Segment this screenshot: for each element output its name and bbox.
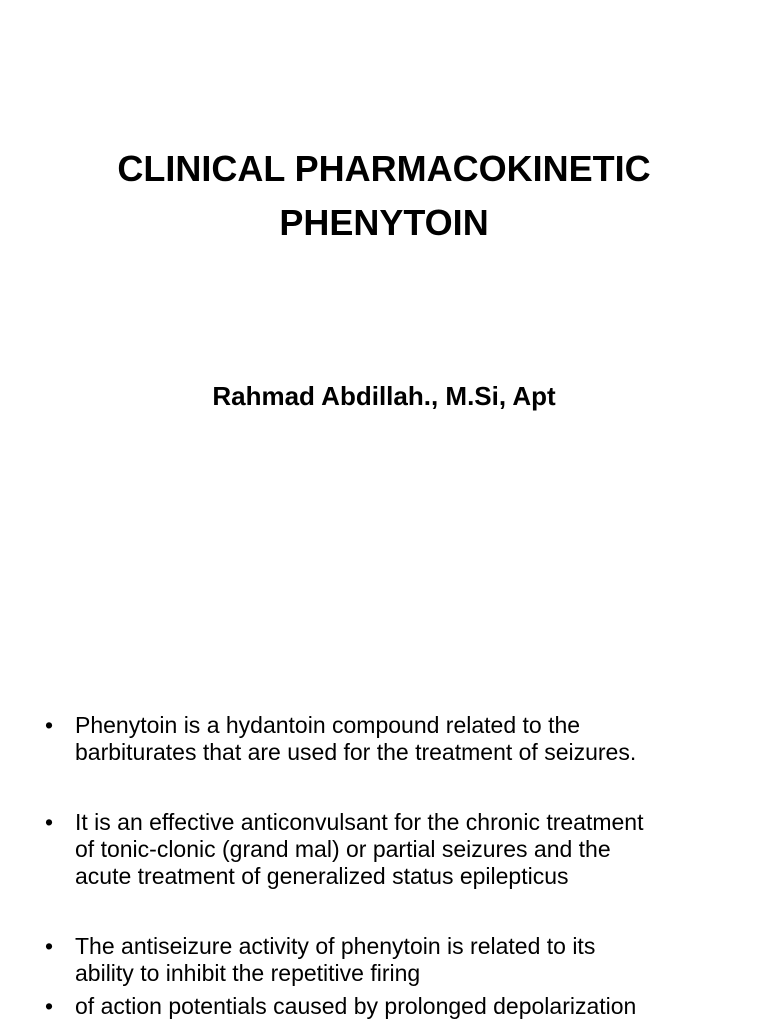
content-slide bbox=[0, 640, 768, 1024]
bullet-text: barbiturates that are used for the treatment of seizures. bbox=[75, 739, 637, 765]
bullet-text: ability to inhibit the repetitive firing bbox=[75, 960, 421, 986]
bullet-list bbox=[45, 712, 755, 1020]
bullet-text: of action potentials caused by prolonged depolarization bbox=[75, 993, 637, 1019]
bullet-icon: • bbox=[45, 809, 54, 835]
bullet-icon: • bbox=[45, 712, 54, 738]
bullet-text: acute treatment of generalized status epilepticus bbox=[75, 863, 569, 889]
slide-title bbox=[40, 142, 728, 250]
bullet-icon: • bbox=[45, 933, 54, 959]
list-item bbox=[45, 933, 755, 987]
bullet-icon: • bbox=[45, 993, 54, 1019]
bullet-text: Phenytoin is a hydantoin compound related to the bbox=[75, 712, 581, 738]
list-item bbox=[45, 809, 755, 890]
list-item bbox=[45, 993, 755, 1020]
bullet-text: of tonic-clonic (grand mal) or partial seizures and the bbox=[75, 836, 611, 862]
bullet-text: It is an effective anticonvulsant for the chronic treatment bbox=[75, 809, 644, 835]
title-line: CLINICAL PHARMACOKINETIC bbox=[117, 148, 651, 189]
bullet-text: The antiseizure activity of phenytoin is related to its bbox=[75, 933, 596, 959]
list-item bbox=[45, 712, 755, 766]
title-line: PHENYTOIN bbox=[279, 202, 489, 243]
author-name: Rahmad Abdillah., M.Si, Apt bbox=[212, 381, 556, 411]
